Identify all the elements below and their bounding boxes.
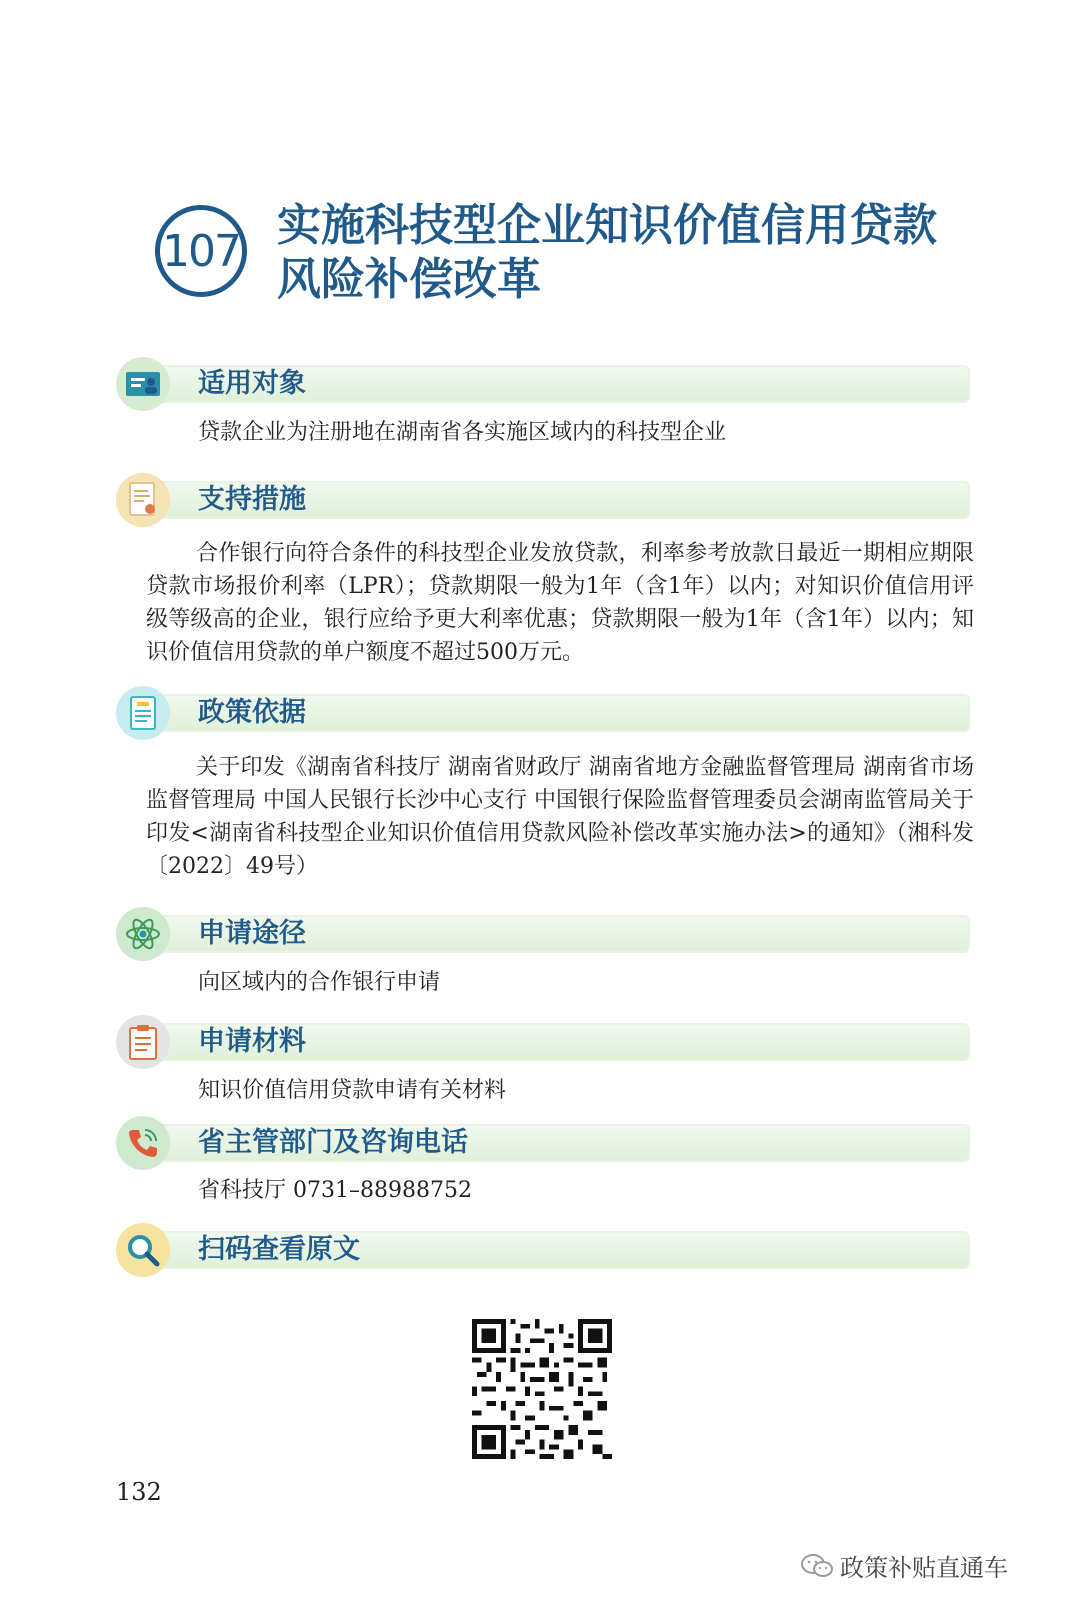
certificate-icon [116, 473, 170, 527]
section-content-channel: 向区域内的合作银行申请 [198, 970, 441, 995]
id-card-icon [116, 357, 170, 411]
page-title [277, 199, 977, 307]
section-content-materials: 知识价值信用贷款申请有关材料 [198, 1078, 507, 1103]
qr-code[interactable] [472, 1319, 612, 1459]
section-content-applicable: 贷款企业为注册地在湖南省各实施区域内的科技型企业 [198, 420, 727, 445]
section-label-contact: 省主管部门及咨询电话 [198, 1127, 468, 1158]
page-title-block [155, 200, 975, 315]
title-line-2: 风险补偿改革 [277, 254, 541, 305]
section-label-scan: 扫码查看原文 [198, 1234, 360, 1265]
section-content-contact: 省科技厅 0731–88988752 [198, 1178, 472, 1203]
section-label-support: 支持措施 [198, 484, 306, 515]
item-number-badge: 107 [155, 205, 247, 297]
section-label-materials: 申请材料 [198, 1026, 306, 1057]
watermark-text: 政策补贴直通车 [840, 1554, 1008, 1582]
section-label-applicable: 适用对象 [198, 368, 306, 399]
clipboard-icon [116, 1015, 170, 1069]
title-line-1: 实施科技型企业知识价值信用贷款 [277, 200, 937, 251]
atom-icon [116, 907, 170, 961]
phone-icon [116, 1116, 170, 1170]
search-icon [116, 1223, 170, 1277]
document-icon [116, 686, 170, 740]
section-content-policy: 关于印发《湖南省科技厅 湖南省财政厅 湖南省地方金融监督管理局 湖南省市场监督管理局 中国人民银行长沙中心支行 中国银行保险监督管理委员会湖南监管局关于印发<湖南省科技型企业知识价值信用贷款风险补偿改革实施办法>的通知》（湘科发〔2022〕49号） [146, 755, 974, 879]
section-label-channel: 申请途径 [198, 918, 306, 949]
section-content-support: 合作银行向符合条件的科技型企业发放贷款，利率参考放款日最近一期相应期限贷款市场报价利率（LPR）；贷款期限一般为1年（含1年）以内；对知识价值信用评级等级高的企业，银行应给予更大利率优惠；贷款期限一般为1年（含1年）以内；知识价值信用贷款的单户额度不超过500万元。 [146, 541, 974, 665]
wechat-icon [800, 1553, 834, 1579]
section-label-policy: 政策依据 [198, 697, 306, 728]
page-number: 132 [116, 1478, 162, 1506]
watermark [800, 1548, 1008, 1583]
